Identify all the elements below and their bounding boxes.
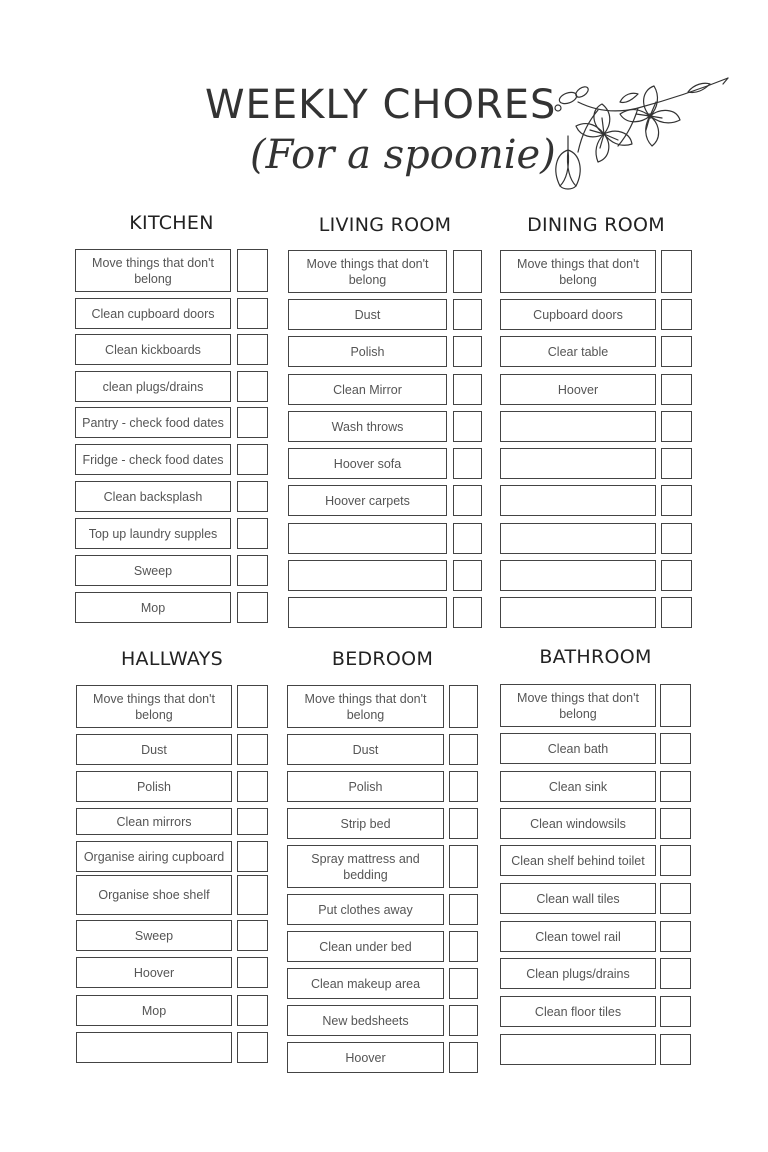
chore-label: Clear table bbox=[500, 336, 656, 367]
chore-row bbox=[75, 518, 268, 549]
chore-checkbox[interactable] bbox=[449, 734, 478, 765]
chore-label: Wash throws bbox=[288, 411, 447, 442]
chore-row bbox=[287, 734, 478, 765]
chore-row bbox=[288, 597, 482, 628]
chore-label: Move things that don't belong bbox=[75, 249, 231, 292]
chore-row bbox=[288, 374, 482, 405]
chore-checkbox[interactable] bbox=[453, 250, 482, 293]
chore-label: Clean floor tiles bbox=[500, 996, 656, 1027]
chore-row bbox=[287, 1005, 478, 1036]
chore-row bbox=[76, 920, 268, 951]
chore-checkbox[interactable] bbox=[449, 894, 478, 925]
chore-checkbox[interactable] bbox=[661, 523, 692, 554]
chore-checkbox[interactable] bbox=[237, 771, 268, 802]
chore-checkbox[interactable] bbox=[237, 298, 268, 329]
chore-row bbox=[500, 996, 691, 1027]
chore-row bbox=[75, 555, 268, 586]
chore-label: Sweep bbox=[76, 920, 232, 951]
chore-checkbox[interactable] bbox=[237, 518, 268, 549]
chore-label: Clean Mirror bbox=[288, 374, 447, 405]
chore-checkbox[interactable] bbox=[237, 920, 268, 951]
chore-label: New bedsheets bbox=[287, 1005, 444, 1036]
chore-row bbox=[287, 931, 478, 962]
chore-label: Clean shelf behind toilet bbox=[500, 845, 656, 876]
chore-row bbox=[75, 592, 268, 623]
chore-blank-field[interactable] bbox=[500, 560, 656, 591]
chore-label: Move things that don't belong bbox=[287, 685, 444, 728]
chore-checkbox[interactable] bbox=[661, 336, 692, 367]
chore-row bbox=[500, 733, 691, 764]
chore-label: Move things that don't belong bbox=[500, 250, 656, 293]
chore-label: Strip bed bbox=[287, 808, 444, 839]
chore-blank-field[interactable] bbox=[500, 1034, 656, 1065]
chore-checkbox[interactable] bbox=[661, 448, 692, 479]
chore-label: Hoover carpets bbox=[288, 485, 447, 516]
chore-row bbox=[288, 560, 482, 591]
chore-checkbox[interactable] bbox=[661, 374, 692, 405]
chore-row bbox=[500, 921, 691, 952]
chore-checkbox[interactable] bbox=[661, 299, 692, 330]
chore-blank-field[interactable] bbox=[500, 411, 656, 442]
chore-row bbox=[75, 371, 268, 402]
chore-label: Clean bath bbox=[500, 733, 656, 764]
chore-checkbox[interactable] bbox=[660, 808, 691, 839]
chore-row bbox=[287, 771, 478, 802]
chore-checkbox[interactable] bbox=[449, 771, 478, 802]
chore-checkbox[interactable] bbox=[453, 597, 482, 628]
chore-label: Dust bbox=[76, 734, 232, 765]
chore-checkbox[interactable] bbox=[237, 592, 268, 623]
chore-row bbox=[288, 411, 482, 442]
chore-checkbox[interactable] bbox=[237, 555, 268, 586]
chore-checkbox[interactable] bbox=[237, 957, 268, 988]
chore-row bbox=[288, 485, 482, 516]
chore-label: Dust bbox=[288, 299, 447, 330]
section-bathroom bbox=[500, 646, 691, 1086]
page-title: WEEKLY CHORES bbox=[205, 82, 557, 128]
section-title: DINING ROOM bbox=[527, 214, 665, 236]
chore-checkbox[interactable] bbox=[449, 808, 478, 839]
section-title: HALLWAYS bbox=[120, 648, 224, 670]
chore-row bbox=[500, 299, 692, 330]
chore-label: Move things that don't belong bbox=[288, 250, 447, 293]
chore-checkbox[interactable] bbox=[660, 921, 691, 952]
section-dining-room bbox=[500, 212, 692, 652]
chore-checkbox[interactable] bbox=[237, 995, 268, 1026]
chore-row bbox=[76, 875, 268, 915]
chore-checkbox[interactable] bbox=[453, 336, 482, 367]
chore-row bbox=[76, 808, 268, 835]
chore-checkbox[interactable] bbox=[660, 883, 691, 914]
chore-row bbox=[500, 411, 692, 442]
chore-row bbox=[76, 771, 268, 802]
chore-label: Polish bbox=[288, 336, 447, 367]
section-title: LIVING ROOM bbox=[318, 214, 452, 236]
chore-label: Clean makeup area bbox=[287, 968, 444, 999]
chore-row bbox=[500, 523, 692, 554]
chore-checkbox[interactable] bbox=[453, 560, 482, 591]
chore-row bbox=[75, 249, 268, 292]
chore-checkbox[interactable] bbox=[660, 684, 691, 727]
chore-label: clean plugs/drains bbox=[75, 371, 231, 402]
chore-row bbox=[500, 771, 691, 802]
chore-blank-field[interactable] bbox=[76, 1032, 232, 1063]
chore-checkbox[interactable] bbox=[237, 407, 268, 438]
chore-checkbox[interactable] bbox=[237, 875, 268, 915]
chore-label: Mop bbox=[76, 995, 232, 1026]
chore-checkbox[interactable] bbox=[660, 996, 691, 1027]
chore-label: Hoover sofa bbox=[288, 448, 447, 479]
chore-row bbox=[75, 407, 268, 438]
chore-checkbox[interactable] bbox=[237, 808, 268, 835]
chore-label: Clean plugs/drains bbox=[500, 958, 656, 989]
chore-checkbox[interactable] bbox=[660, 845, 691, 876]
chore-row bbox=[287, 808, 478, 839]
chore-checkbox[interactable] bbox=[661, 597, 692, 628]
chore-checkbox[interactable] bbox=[237, 841, 268, 872]
chore-checkbox[interactable] bbox=[237, 734, 268, 765]
chore-checkbox[interactable] bbox=[449, 1005, 478, 1036]
chore-row bbox=[76, 685, 268, 728]
chore-row bbox=[75, 481, 268, 512]
chore-label: Hoover bbox=[500, 374, 656, 405]
chore-checkbox[interactable] bbox=[453, 374, 482, 405]
chore-blank-field[interactable] bbox=[500, 448, 656, 479]
chore-row bbox=[500, 560, 692, 591]
section-kitchen bbox=[75, 212, 268, 652]
page-subtitle: (For a spoonie) bbox=[250, 132, 556, 178]
chore-row bbox=[76, 1032, 268, 1063]
chore-checkbox[interactable] bbox=[237, 685, 268, 728]
chore-checkbox[interactable] bbox=[660, 958, 691, 989]
chore-checkbox[interactable] bbox=[453, 299, 482, 330]
chore-blank-field[interactable] bbox=[500, 485, 656, 516]
chore-label: Dust bbox=[287, 734, 444, 765]
chore-blank-field[interactable] bbox=[288, 560, 447, 591]
chore-checkbox[interactable] bbox=[449, 931, 478, 962]
chore-checkbox[interactable] bbox=[661, 411, 692, 442]
section-title: BATHROOM bbox=[539, 646, 652, 668]
chore-label: Put clothes away bbox=[287, 894, 444, 925]
chore-label: Clean mirrors bbox=[76, 808, 232, 835]
chore-label: Polish bbox=[76, 771, 232, 802]
chore-label: Polish bbox=[287, 771, 444, 802]
chore-row bbox=[500, 336, 692, 367]
chore-row bbox=[287, 1042, 478, 1073]
chore-checkbox[interactable] bbox=[449, 845, 478, 888]
chore-checkbox[interactable] bbox=[661, 485, 692, 516]
chore-label: Clean backsplash bbox=[75, 481, 231, 512]
flower-branch-icon bbox=[538, 72, 733, 197]
chore-row bbox=[500, 485, 692, 516]
chore-row bbox=[500, 845, 691, 876]
chore-label: Fridge - check food dates bbox=[75, 444, 231, 475]
chore-checkbox[interactable] bbox=[453, 485, 482, 516]
chore-row bbox=[500, 597, 692, 628]
chore-checkbox[interactable] bbox=[237, 1032, 268, 1063]
chore-row bbox=[500, 374, 692, 405]
chore-row bbox=[76, 841, 268, 872]
chore-checkbox[interactable] bbox=[449, 685, 478, 728]
chore-label: Clean sink bbox=[500, 771, 656, 802]
chore-label: Hoover bbox=[287, 1042, 444, 1073]
chore-row bbox=[287, 685, 478, 728]
chore-checkbox[interactable] bbox=[453, 411, 482, 442]
chore-checkbox[interactable] bbox=[453, 448, 482, 479]
chore-label: Move things that don't belong bbox=[500, 684, 656, 727]
chore-checkbox[interactable] bbox=[660, 771, 691, 802]
chore-label: Clean towel rail bbox=[500, 921, 656, 952]
chore-label: Hoover bbox=[76, 957, 232, 988]
section-title: KITCHEN bbox=[129, 212, 214, 234]
chore-row bbox=[500, 808, 691, 839]
chore-row bbox=[500, 1034, 691, 1065]
chore-row bbox=[500, 448, 692, 479]
chore-label: Top up laundry supples bbox=[75, 518, 231, 549]
chore-row bbox=[288, 448, 482, 479]
chore-row bbox=[500, 684, 691, 727]
chore-checkbox[interactable] bbox=[237, 249, 268, 292]
chore-row bbox=[500, 250, 692, 293]
chore-row bbox=[75, 444, 268, 475]
chore-checkbox[interactable] bbox=[237, 334, 268, 365]
chore-label: Organise shoe shelf bbox=[76, 875, 232, 915]
chore-row bbox=[288, 336, 482, 367]
chore-checkbox[interactable] bbox=[237, 481, 268, 512]
chore-checkbox[interactable] bbox=[453, 523, 482, 554]
chore-blank-field[interactable] bbox=[288, 523, 447, 554]
chore-label: Move things that don't belong bbox=[76, 685, 232, 728]
chore-label: Cupboard doors bbox=[500, 299, 656, 330]
chore-row bbox=[75, 334, 268, 365]
chore-label: Sweep bbox=[75, 555, 231, 586]
chore-checkbox[interactable] bbox=[449, 968, 478, 999]
chore-blank-field[interactable] bbox=[500, 523, 656, 554]
chore-row bbox=[76, 734, 268, 765]
chore-row bbox=[76, 957, 268, 988]
chore-row bbox=[287, 968, 478, 999]
chore-checkbox[interactable] bbox=[237, 371, 268, 402]
chore-row bbox=[288, 523, 482, 554]
chore-row bbox=[288, 250, 482, 293]
chore-row bbox=[500, 883, 691, 914]
chore-label: Mop bbox=[75, 592, 231, 623]
chore-label: Pantry - check food dates bbox=[75, 407, 231, 438]
chore-checkbox[interactable] bbox=[660, 1034, 691, 1065]
chore-checkbox[interactable] bbox=[660, 733, 691, 764]
chore-row bbox=[287, 845, 478, 888]
chore-label: Spray mattress and bedding bbox=[287, 845, 444, 888]
chore-checkbox[interactable] bbox=[449, 1042, 478, 1073]
chore-label: Organise airing cupboard bbox=[76, 841, 232, 872]
chore-row bbox=[500, 958, 691, 989]
chore-label: Clean cupboard doors bbox=[75, 298, 231, 329]
chore-row bbox=[288, 299, 482, 330]
chore-row bbox=[75, 298, 268, 329]
chore-blank-field[interactable] bbox=[288, 597, 447, 628]
chore-checkbox[interactable] bbox=[237, 444, 268, 475]
section-title: BEDROOM bbox=[331, 648, 434, 670]
chore-blank-field[interactable] bbox=[500, 597, 656, 628]
chore-label: Clean kickboards bbox=[75, 334, 231, 365]
chore-label: Clean under bed bbox=[287, 931, 444, 962]
chore-label: Clean windowsils bbox=[500, 808, 656, 839]
section-hallways bbox=[76, 648, 268, 1088]
chore-label: Clean wall tiles bbox=[500, 883, 656, 914]
chore-checkbox[interactable] bbox=[661, 560, 692, 591]
section-living-room bbox=[288, 212, 482, 652]
section-bedroom bbox=[287, 648, 478, 1088]
chore-row bbox=[76, 995, 268, 1026]
chore-row bbox=[287, 894, 478, 925]
chore-checkbox[interactable] bbox=[661, 250, 692, 293]
